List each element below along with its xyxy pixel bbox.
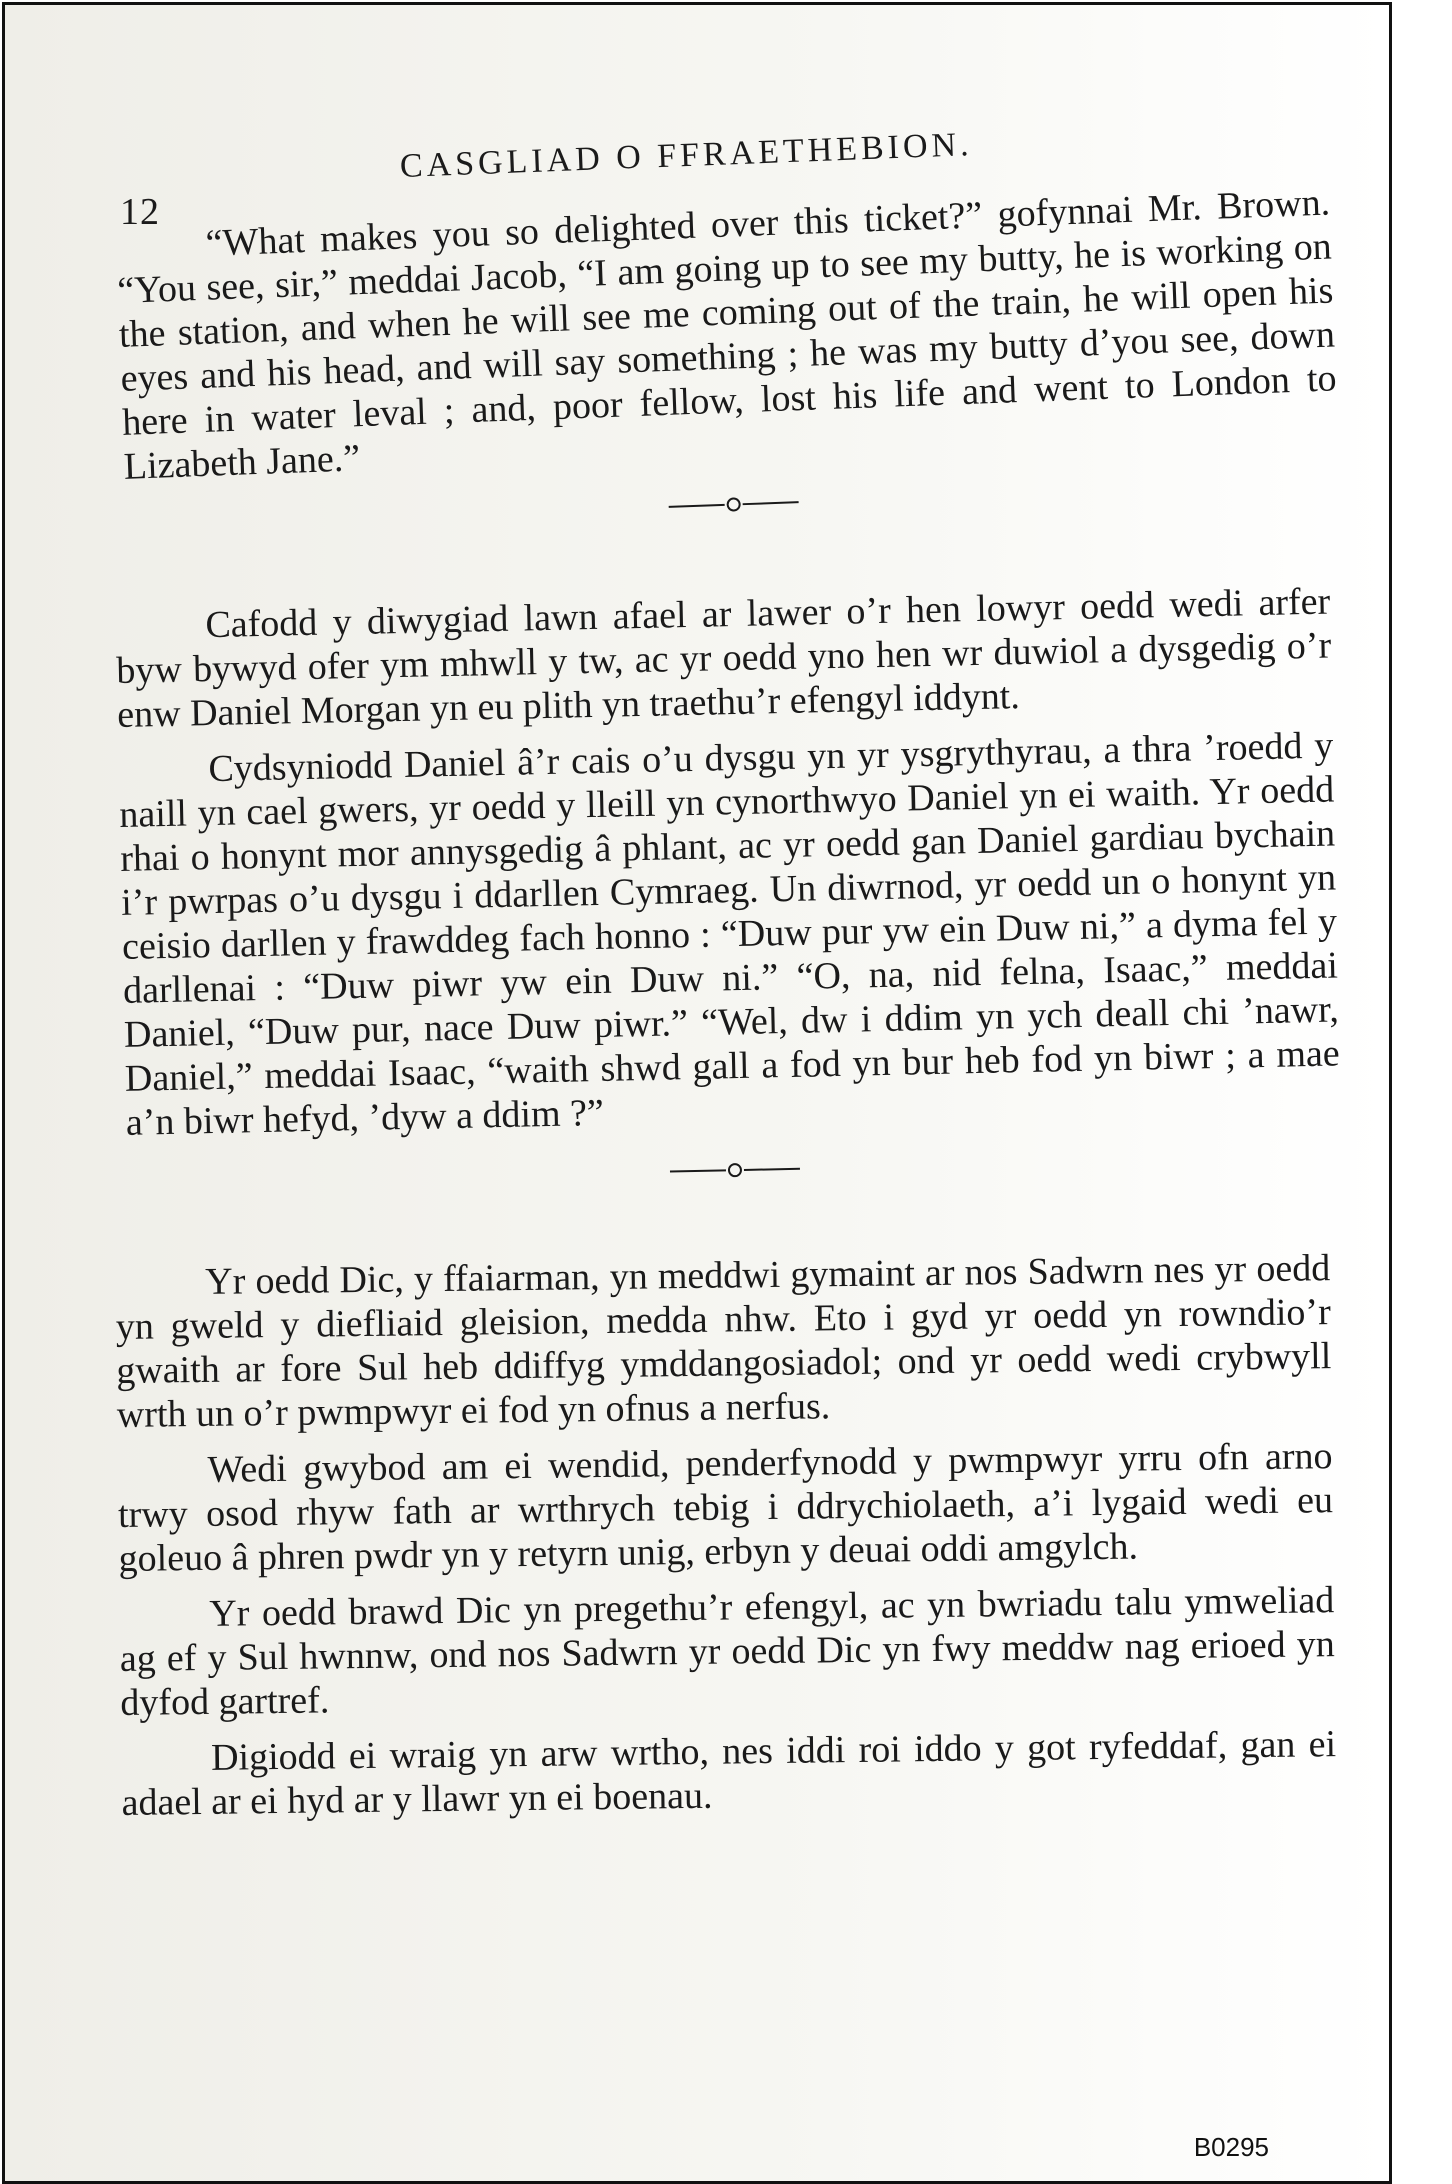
paragraph: “What makes you so delighted over this ticket?” gofynnai Mr. Brown. “You see, sir,” meddai Jacob, “I am going up to see my butty, he is working on the station, and when he will see me coming out of the train, he will open his eyes and his head, and will say something ; he was my butty d’you see, down here in water leval ; and, poor fellow, lost his life and went to London to Lizabeth Jane.” xyxy=(116,181,1338,488)
page-number: 12 xyxy=(120,191,160,233)
separator-line xyxy=(668,504,724,508)
paragraph: Cafodd y diwygiad lawn afael ar lawer o’r hen lowyr oedd wedi arfer byw bywyd ofer ym mhwll y tw, ac yr oedd yno hen wr duwiol a dysgedig o’r enw Daniel Morgan yn eu plith yn traethu’r efengyl iddynt. xyxy=(115,580,1332,736)
separator-line xyxy=(742,501,798,505)
separator-line xyxy=(743,1168,799,1171)
section-separator xyxy=(127,1133,1343,1202)
paragraph: Wedi gwybod am ei wendid, penderfynodd y pwmpwyr yrru ofn arno trwy osod rhyw fath ar wrthrych tebig i ddrychiolaeth, a’i lygaid wedi eu goleuo â phren pwdr yn y retyrn unig, erbyn y deuai oddi amgylch. xyxy=(117,1435,1334,1580)
paragraph: Yr oedd Dic, y ffaiarman, yn meddwi gymaint ar nos Sadwrn nes yr oedd yn gweld y diefliaid gleision, medda nhw. Eto i gyd yr oedd yn rowndio’r gwaith ar fore Sul heb ddiffyg ymddangosiadol; ond yr oedd wedi crybwyll wrth un o’r pwmpwyr ei fod yn ofnus a nerfus. xyxy=(115,1247,1332,1436)
separator-line xyxy=(669,1169,725,1172)
paragraph: Yr oedd brawd Dic yn pregethu’r efengyl, ac yn bwriadu talu ymweliad ag ef y Sul hwnnw, ond nos Sadwrn yr oedd Dic yn fwy meddw nag erioed yn dyfod gartref. xyxy=(119,1579,1336,1724)
book-page xyxy=(5,5,1389,2181)
separator-dot xyxy=(727,1163,741,1177)
running-title: CASGLIAD O FFRAETHEBION. xyxy=(399,126,974,185)
paragraph: Digiodd ei wraig yn arw wrtho, nes iddi roi iddo y got ryfeddaf, gan ei adael ar ei hyd ar y llawr yn ei boenau. xyxy=(121,1723,1337,1824)
anecdote-jacob xyxy=(115,180,1341,546)
page-frame xyxy=(2,2,1392,2184)
anecdote-daniel xyxy=(115,580,1342,1203)
separator-dot xyxy=(726,497,741,512)
paragraph: Cydsyniodd Daniel â’r cais o’u dysgu yn yr ysgrythyrau, a thra ’roedd y naill yn cael gwers, yr oedd y lleill yn cynorthwyo Daniel yn ei waith. Yr oedd rhai o honynt mor annysgedig â phlant, ac yr oedd gan Daniel gardiau bychain i’r pwrpas o’u dysgu i ddarllen Cymraeg. Un diwrnod, yr oedd un o honynt yn ceisio darllen y frawddeg fach honno : “Duw pur yw ein Duw ni,” a dyma fel y darllenai : “Duw piwr yw ein Duw ni.” “O, na, nid felna, Isaac,” meddai Daniel, “Duw pur, nace Duw piwr.” “Wel, dw i ddim yn ych deall chi ’nawr, Daniel,” meddai Isaac, “waith shwd gall a fod yn bur heb fod yn biwr ; a mae a’n biwr hefyd, ’dyw a ddim ?” xyxy=(118,724,1341,1144)
anecdote-dic xyxy=(115,1246,1337,1825)
image-code-label: B0295 xyxy=(1193,2132,1269,2162)
